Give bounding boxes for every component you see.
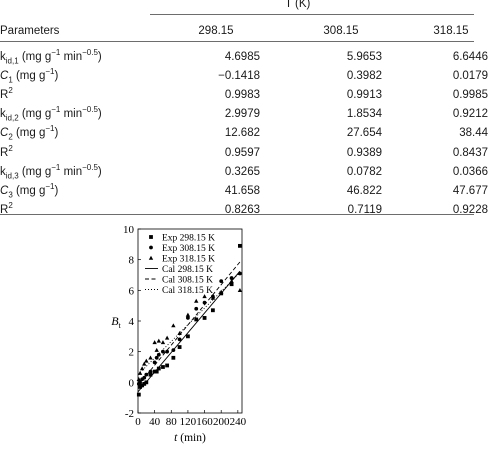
data-point [171, 356, 175, 360]
legend-swatch [149, 256, 153, 260]
row-value: 0.9228 [452, 203, 488, 216]
row-value: 27.654 [346, 127, 382, 140]
data-point [203, 301, 207, 305]
data-point [171, 348, 175, 352]
data-point [161, 350, 165, 354]
y-tick-label: -2 [124, 408, 134, 420]
temp-header-3: 318.15 [433, 25, 469, 37]
row-parameter-label: $C_3$ (mg $g^{-1}$) [0, 181, 59, 199]
y-tick-label: 0 [128, 377, 134, 390]
row-value: 41.658 [224, 184, 260, 197]
y-tick-label: 2 [128, 346, 134, 359]
data-point [238, 244, 242, 248]
data-point [148, 356, 152, 360]
temperature-group-header: T (K) [285, 0, 311, 10]
data-point [138, 371, 142, 375]
data-point [186, 334, 190, 338]
legend-label: Cal 318.15 K [162, 286, 213, 296]
data-point [194, 299, 198, 303]
data-point [157, 339, 161, 343]
temp-header-1: 298.15 [198, 25, 234, 37]
row-parameter-label: $k_{id,2}$ (mg $g^{-1}$ $\min^{-0.5}$) [0, 105, 102, 123]
data-point [186, 313, 190, 317]
data-point [178, 345, 182, 349]
data-point [238, 288, 242, 292]
x-tick-label: 80 [165, 416, 177, 428]
row-value: 6.6446 [452, 51, 488, 63]
data-point [165, 364, 169, 368]
y-axis-label: $B_t$ [111, 314, 121, 330]
row-value: 4.6985 [224, 51, 260, 63]
row-value: 38.44 [459, 127, 488, 140]
row-value: 0.7119 [347, 203, 382, 216]
row-value: 1.8534 [346, 108, 382, 121]
data-point [219, 279, 223, 283]
row-value: 0.0782 [346, 165, 382, 178]
data-point [165, 336, 169, 340]
data-point [144, 373, 148, 377]
row-value: 0.8263 [224, 203, 260, 216]
row-value: 0.0366 [452, 165, 488, 178]
row-value: 47.677 [452, 184, 488, 197]
x-tick-label: 40 [149, 416, 161, 428]
data-point [144, 359, 148, 363]
row-parameter-label: $C_1$ (mg $g^{-1}$) [0, 67, 59, 85]
data-point [152, 340, 156, 344]
legend-label: Exp 318.15 K [162, 254, 216, 265]
x-tick-label: 160 [196, 416, 213, 428]
row-value: 0.8437 [452, 146, 488, 159]
legend-swatch [149, 246, 153, 250]
row-value: 46.822 [346, 184, 382, 197]
row-parameter-label: $C_2$ (mg $g^{-1}$) [0, 124, 59, 142]
x-tick-label: 240 [229, 416, 247, 428]
table-rule-header [0, 41, 474, 42]
row-value: 0.3982 [346, 70, 382, 83]
data-point [194, 318, 198, 322]
row-value: 12.682 [224, 127, 260, 140]
y-tick-label: 4 [128, 316, 134, 328]
data-point [161, 365, 165, 369]
y-tick-label: 10 [123, 224, 134, 236]
data-point [155, 348, 159, 352]
row-value: 0.9389 [346, 146, 382, 159]
row-value: 5.9653 [346, 51, 382, 63]
data-point [144, 380, 148, 384]
row-value: 0.3265 [224, 165, 260, 178]
row-value: 0.0179 [452, 70, 488, 83]
row-parameter-label: $R^2$ [0, 200, 13, 216]
data-point [230, 282, 234, 286]
y-tick-label: 8 [128, 254, 134, 267]
data-point [157, 367, 161, 371]
row-value: 0.9985 [452, 89, 488, 102]
plot-svg [98, 212, 248, 450]
data-point [153, 361, 157, 365]
row-parameter-label: $k_{id,1}$ (mg $g^{-1}$ $\min^{-0.5}$) [0, 48, 102, 66]
data-point [194, 307, 198, 311]
legend-swatch [149, 235, 153, 239]
parameters-header: Parameters [0, 25, 60, 37]
row-value: 0.9913 [346, 89, 382, 102]
data-point [171, 323, 175, 327]
temp-header-2: 308.15 [323, 25, 359, 37]
data-point [203, 316, 207, 320]
data-point [157, 353, 161, 357]
y-tick-label: 6 [128, 285, 134, 298]
data-point [149, 370, 153, 374]
data-point [238, 272, 242, 276]
row-value: −0.1418 [218, 70, 260, 83]
data-point [161, 340, 165, 344]
legend-label: Cal 308.15 K [162, 275, 213, 286]
x-tick-label: 120 [179, 416, 197, 428]
row-value: 0.9212 [452, 108, 488, 121]
bt-vs-time-plot [98, 212, 248, 455]
x-axis-label: t (min) [174, 432, 206, 444]
legend-label: Exp 308.15 K [162, 244, 216, 254]
x-tick-label: 0 [135, 416, 141, 428]
data-point [137, 393, 141, 397]
row-value: 0.9597 [224, 146, 260, 159]
data-point [186, 316, 190, 320]
table-rule-mid [150, 14, 474, 15]
data-point [165, 350, 169, 354]
data-point [178, 338, 182, 342]
data-point [211, 308, 215, 312]
row-value: 2.9979 [224, 108, 260, 121]
data-point [140, 366, 144, 370]
kinetics-parameter-table [0, 0, 488, 216]
row-parameter-label: $k_{id,3}$ (mg $g^{-1}$ $\min^{-0.5}$) [0, 162, 102, 180]
row-parameter-label: $R^2$ [0, 143, 13, 159]
x-tick-label: 200 [212, 416, 230, 428]
legend-label: Exp 298.15 K [162, 233, 216, 244]
legend-label: Cal 298.15 K [162, 265, 213, 275]
row-parameter-label: $R^2$ [0, 86, 13, 102]
row-value: 0.9983 [224, 89, 260, 102]
